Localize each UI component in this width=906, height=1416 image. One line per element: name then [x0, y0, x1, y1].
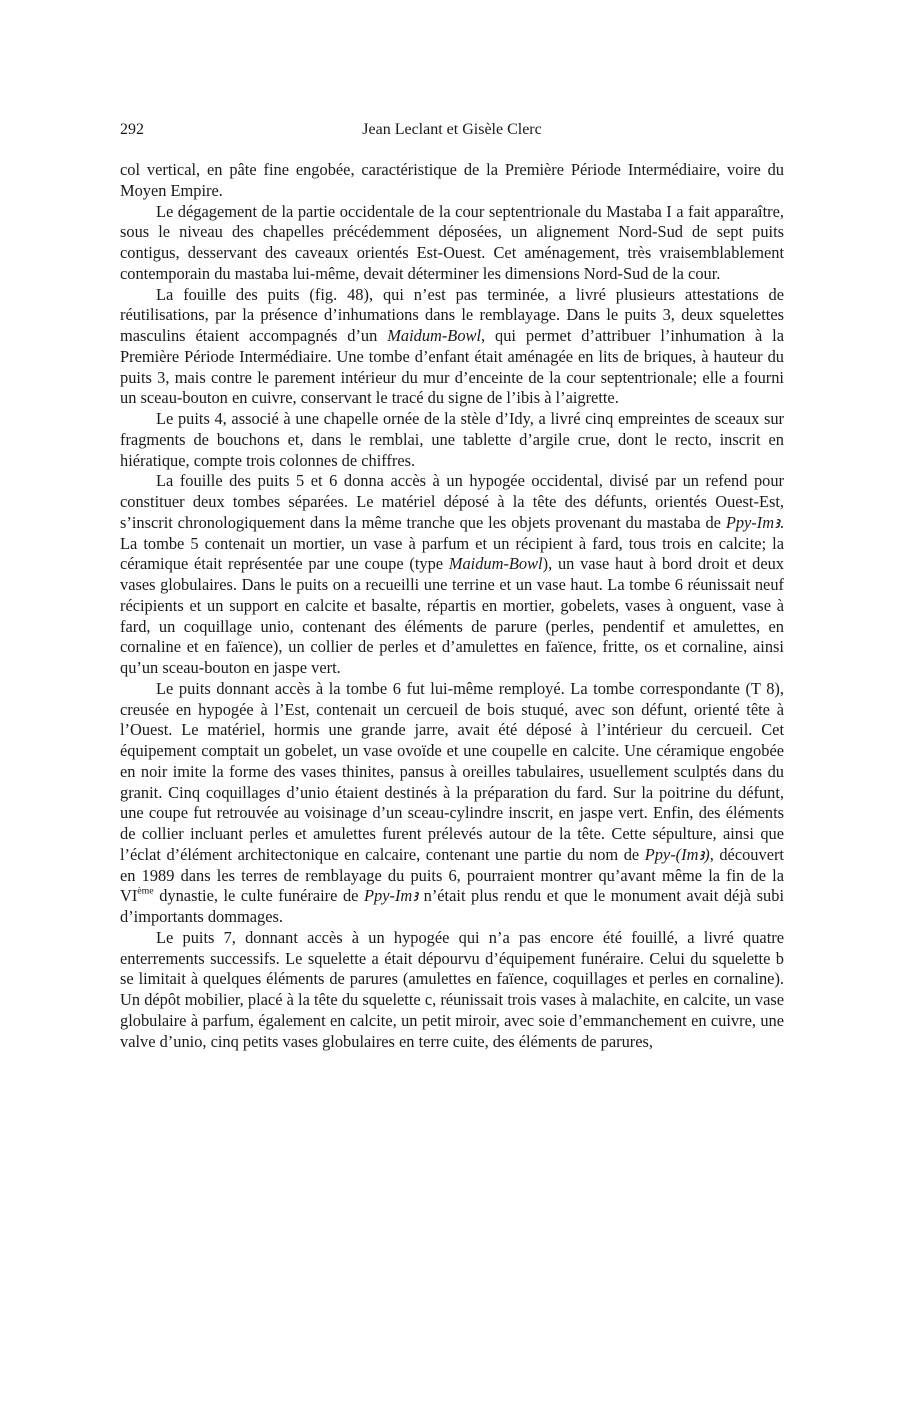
italic-text: Ppy-Imꜣ: [364, 886, 419, 906]
italic-text: Maidum-Bowl: [448, 554, 543, 574]
paragraph-text: , qui permet d’attribuer l’inhumation à la Première Période Intermédiaire. Une tombe d’enfant était aménagée en lits de briques, à hauteur du puits 3, mais contre le parement intérieur du mur d’enceinte de la cour septentrionale; elle a fourni un sceau-bouton en cuivre, conservant le tracé du signe de l’ibis à l’aigrette.: [120, 326, 784, 408]
superscript-text: ème: [137, 885, 154, 897]
paragraph-text: dynastie, le culte funéraire de: [153, 886, 364, 906]
paragraph: [120, 471, 784, 679]
paragraph: [120, 160, 784, 202]
paragraph-text: La fouille des puits (fig. 48), qui n’est pas terminée, a livré plusieurs attestations de réutilisations, par la présence d’inhumations dans le remblayage. Dans le puits 3, deux squelettes masculins étaient accompagnés d’un: [120, 284, 784, 345]
paragraph: [120, 928, 784, 1053]
paragraph: [120, 409, 784, 471]
paragraph-text: Le puits 7, donnant accès à un hypogée qui n’a pas encore été fouillé, a livré quatre enterrements successifs. Le squelette a était dépourvu d’équipement funéraire. Celui du squelette b se limitait à quelques éléments de parures (amulettes en faïence, coquillages et perles en cornaline). Un dépôt mobilier, placé à la tête du squelette c, réunissait trois vases à malachite, en calcite, un vase globulaire à parfum, également en calcite, un petit miroir, avec soie d’emmanchement en cuivre, une valve d’unio, cinq petits vases globulaires en terre cuite, des éléments de parures,: [120, 927, 784, 1051]
paragraph-text: n’était plus rendu et que le monument avait déjà subi d’importants dommages.: [120, 886, 784, 926]
paragraph-text: . La tombe 5 contenait un mortier, un vase à parfum et un récipient à fard, tous trois en calcite; la céramique était représentée par une coupe (type: [120, 512, 784, 574]
italic-text: Ppy-Imꜣ: [725, 512, 780, 532]
paragraph-text: Le dégagement de la partie occidentale de la cour septentrionale du Mastaba I a fait apparaître, sous le niveau des chapelles précédemment déposées, un alignement Nord-Sud de sept puits contigus, desservant des caveaux orientés Est-Ouest. Cet aménagement, très vraisemblablement contemporain du mastaba lui-même, devait déterminer les dimensions Nord-Sud de la cour.: [120, 201, 784, 283]
paragraph-text: ), un vase haut à bord droit et deux vases globulaires. Dans le puits on a recueilli une terrine et un vase haut. La tombe 6 réunissait neuf récipients et un support en calcite et basalte, répartis en mortier, gobelets, vases à onguent, vase à fard, un coquillage unio, contenant des éléments de parure (perles, pendentif et amulettes, en cornaline et en faïence), un collier de perles et d’amulettes en faïence, fritte, os et cornaline, ainsi qu’un sceau-bouton en jaspe vert.: [120, 554, 784, 677]
paragraph-text: Le puits donnant accès à la tombe 6 fut lui-même remployé. La tombe correspondante (T 8), creusée en hypogée à l’Est, contenait un cercueil de bois stuqué, avec son défunt, orienté tête à l’Ouest. Le matériel, hormis une grande jarre, avait été déposé à l’intérieur du cercueil. Cet équipement comptait un gobelet, un vase ovoïde et une coupelle en calcite. Une céramique engobée en noir imite la forme des vases thinites, pansus à oreilles tabulaires, usuellement sculptés dans du granit. Cinq coquillages d’unio étaient destinés à la préparation du fard. Sur la poitrine du défunt, une coupe fut retrouvée au voisinage d’un sceau-cylindre inscrit, en jaspe vert. Enfin, des éléments de collier incluant perles et amulettes furent prélevés autour de la tête. Cette sépulture, ainsi que l’éclat d’élément architectonique en calcaire, contenant une partie du nom de: [120, 678, 784, 864]
paragraph-text: La fouille des puits 5 et 6 donna accès à un hypogée occidental, divisé par un refend pour constituer deux tombes séparées. Le matériel déposé à la tête des défunts, orientés Ouest-Est, s’inscrit chronologiquement dans la même tranche que les objets provenant du mastaba de: [120, 471, 784, 532]
running-head: Jean Leclant et Gisèle Clerc: [362, 121, 542, 138]
italic-text: Maidum-Bowl: [387, 326, 482, 345]
paragraph: [120, 679, 784, 928]
paragraph-text: , découvert en 1989 dans les terres de remblayage du puits 6, pourraient montrer qu’avant même la fin de la VI: [120, 844, 784, 906]
paragraph: [120, 202, 784, 285]
paragraph: [120, 285, 784, 410]
italic-text: Ppy-(Imꜣ): [644, 844, 710, 864]
body-text: [120, 160, 784, 1052]
page-header: [120, 118, 784, 142]
paragraph-text: col vertical, en pâte fine engobée, caractéristique de la Première Période Intermédiaire, voire du Moyen Empire.: [120, 160, 784, 200]
page-number: 292: [120, 121, 144, 138]
paragraph-text: Le puits 4, associé à une chapelle ornée de la stèle d’Idy, a livré cinq empreintes de sceaux sur fragments de bouchons et, dans le remblai, une tablette d’argile crue, dont le recto, inscrit en hiératique, compte trois colonnes de chiffres.: [120, 409, 784, 470]
